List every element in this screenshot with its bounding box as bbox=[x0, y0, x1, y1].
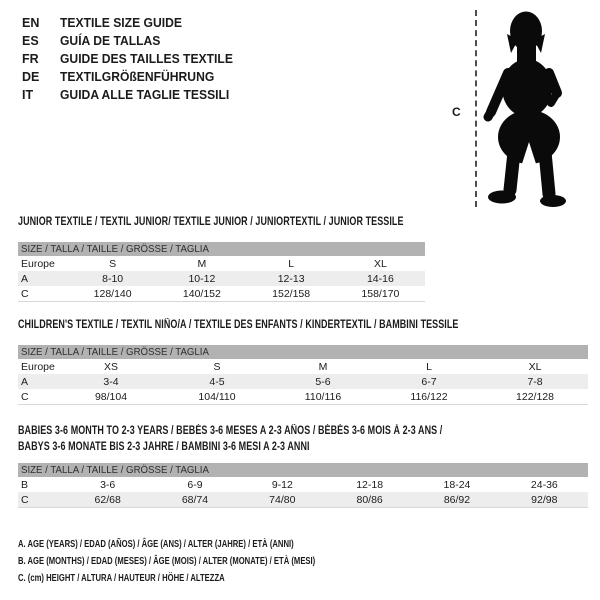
table-row bbox=[18, 256, 425, 271]
size-cell: 12-18 bbox=[356, 478, 384, 491]
children-size-table bbox=[18, 359, 588, 405]
table-row bbox=[18, 359, 588, 374]
height-measure-label: C bbox=[452, 105, 461, 119]
size-cell: 18-24 bbox=[443, 478, 471, 491]
guide-title-en: TEXTILE SIZE GUIDE bbox=[60, 16, 182, 30]
size-cell: XL bbox=[373, 257, 387, 270]
size-cell: L bbox=[288, 257, 295, 270]
size-cell: 8-10 bbox=[102, 272, 124, 285]
language-code: EN bbox=[22, 16, 40, 30]
row-label: Europe bbox=[21, 360, 55, 373]
size-cell: 7-8 bbox=[527, 375, 543, 388]
baby-silhouette-icon bbox=[483, 4, 587, 210]
language-guide-block bbox=[22, 14, 238, 104]
junior-size-table bbox=[18, 256, 425, 302]
row-label: A bbox=[21, 272, 29, 285]
size-cell: 3-4 bbox=[103, 375, 119, 388]
footnote-a: A. AGE (YEARS) / EDAD (AÑOS) / ÂGE (ANS) / ALTER (JAHRE) / ETÀ (ANNI) bbox=[18, 538, 294, 550]
size-cell: XL bbox=[528, 360, 542, 373]
language-code: ES bbox=[22, 34, 39, 48]
section-heading-babies-line2: BABYS 3-6 MONATE BIS 2-3 JAHRE / BAMBINI 3-6 MESI A 2-3 ANNI bbox=[18, 441, 310, 453]
table-row bbox=[18, 477, 588, 492]
language-code: DE bbox=[22, 70, 40, 84]
size-cell: 92/98 bbox=[501, 492, 588, 508]
size-cell: 24-36 bbox=[530, 478, 558, 491]
language-code: FR bbox=[22, 52, 39, 66]
size-cell: 104/110 bbox=[164, 389, 270, 405]
babies-size-table bbox=[18, 477, 588, 508]
guide-title-de: TEXTILGRÖßENFÜHRUNG bbox=[60, 70, 215, 84]
size-header-bar bbox=[18, 345, 588, 359]
size-cell: 74/80 bbox=[239, 492, 326, 508]
language-row-de bbox=[22, 68, 238, 86]
row-label: Europe bbox=[21, 257, 55, 270]
size-cell: 9-12 bbox=[271, 478, 293, 491]
size-cell: M bbox=[197, 257, 207, 270]
size-cell: 158/170 bbox=[336, 286, 425, 302]
language-code: IT bbox=[22, 88, 34, 102]
size-cell: 122/128 bbox=[482, 389, 588, 405]
row-label: C bbox=[18, 389, 58, 405]
table-row bbox=[18, 389, 588, 405]
size-cell: 152/158 bbox=[247, 286, 336, 302]
size-cell: S bbox=[109, 257, 117, 270]
size-cell: S bbox=[213, 360, 221, 373]
size-cell: 10-12 bbox=[188, 272, 216, 285]
size-cell: 80/86 bbox=[326, 492, 413, 508]
size-cell: 128/140 bbox=[68, 286, 157, 302]
section-heading-babies-line1: BABIES 3-6 MONTH TO 2-3 YEARS / BEBÉS 3-6 MESES A 2-3 AÑOS / BÉBÉS 3-6 MOIS À 2-3 ANS / bbox=[18, 425, 443, 437]
guide-title-it: GUIDA ALLE TAGLIE TESSILI bbox=[60, 88, 230, 102]
size-cell: XS bbox=[103, 360, 118, 373]
language-row-fr bbox=[22, 50, 238, 68]
footnote-c: C. (cm) HEIGHT / ALTURA / HAUTEUR / HÖHE / ALTEZZA bbox=[18, 572, 225, 584]
language-row-es bbox=[22, 32, 238, 50]
row-label: A bbox=[21, 375, 29, 388]
row-label: C bbox=[18, 492, 64, 508]
size-cell: 12-13 bbox=[277, 272, 305, 285]
section-heading-children: CHILDREN'S TEXTILE / TEXTIL NIÑO/A / TEXTILE DES ENFANTS / KINDERTEXTIL / BAMBINI TESSILE bbox=[18, 319, 459, 331]
language-row-it bbox=[22, 86, 238, 104]
size-cell: 6-7 bbox=[421, 375, 437, 388]
row-label: C bbox=[18, 286, 68, 302]
size-cell: 68/74 bbox=[151, 492, 238, 508]
size-cell: L bbox=[426, 360, 432, 373]
size-cell: 4-5 bbox=[209, 375, 225, 388]
size-header-label: SIZE / TALLA / TAILLE / GRÖSSE / TAGLIA bbox=[21, 346, 209, 358]
size-cell: M bbox=[318, 360, 328, 373]
height-measure-dashed-line bbox=[475, 10, 477, 207]
guide-title-fr: GUIDE DES TAILLES TEXTILE bbox=[60, 52, 233, 66]
size-cell: 110/116 bbox=[270, 389, 376, 405]
size-cell: 6-9 bbox=[187, 478, 203, 491]
size-cell: 116/122 bbox=[376, 389, 482, 405]
footnote-b: B. AGE (MONTHS) / EDAD (MESES) / ÂGE (MOIS) / ALTER (MONATE) / ETÀ (MESI) bbox=[18, 555, 316, 567]
guide-title-es: GUÍA DE TALLAS bbox=[60, 34, 161, 48]
row-label: B bbox=[21, 478, 29, 491]
size-cell: 62/68 bbox=[64, 492, 151, 508]
size-cell: 3-6 bbox=[100, 478, 116, 491]
language-row-en bbox=[22, 14, 238, 32]
size-header-bar bbox=[18, 242, 425, 256]
table-row bbox=[18, 271, 425, 286]
size-cell: 5-6 bbox=[315, 375, 331, 388]
size-cell: 140/152 bbox=[157, 286, 246, 302]
section-heading-junior: JUNIOR TEXTILE / TEXTIL JUNIOR/ TEXTILE JUNIOR / JUNIORTEXTIL / JUNIOR TESSILE bbox=[18, 216, 404, 228]
size-cell: 86/92 bbox=[413, 492, 500, 508]
table-row bbox=[18, 374, 588, 389]
table-row bbox=[18, 492, 588, 508]
size-header-label: SIZE / TALLA / TAILLE / GRÖSSE / TAGLIA bbox=[21, 243, 209, 255]
table-row bbox=[18, 286, 425, 302]
size-cell: 98/104 bbox=[58, 389, 164, 405]
size-header-bar bbox=[18, 463, 588, 477]
size-cell: 14-16 bbox=[366, 272, 394, 285]
size-header-label: SIZE / TALLA / TAILLE / GRÖSSE / TAGLIA bbox=[21, 464, 209, 476]
